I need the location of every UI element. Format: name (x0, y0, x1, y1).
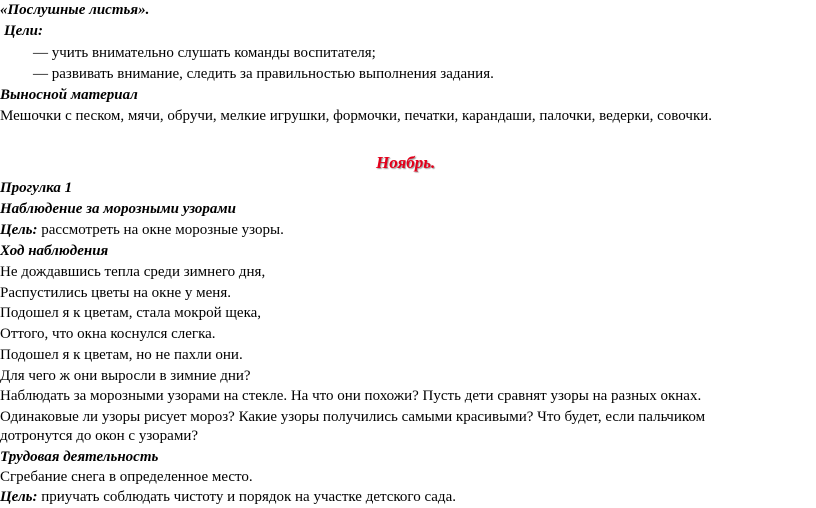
labor-text: Сгребание снега в определенное место. (0, 469, 253, 485)
material-text: Мешочки с песком, мячи, обручи, мелкие игрушки, формочки, печатки, карандаши, палочки, ведерки, совочки. (0, 108, 713, 124)
poem-line: Для чего ж они выросли в зимние дни? (0, 368, 251, 384)
goals-label: Цели: (4, 23, 43, 39)
task-text-line: Наблюдать за морозными узорами на стекле. На что они похожи? Пусть дети сравнят узоры на разных окнах. (0, 388, 702, 404)
poem-line: Подошел я к цветам, стала мокрой щека, (0, 305, 262, 321)
month-heading: Ноябрь. (376, 153, 436, 172)
poem-line: Распустились цветы на окне у меня. (0, 285, 231, 301)
goal-text: рассмотреть на окне морозные узоры. (37, 222, 284, 238)
task-text-line: Одинаковые ли узоры рисует мороз? Какие узоры получились самыми красивыми? Что будет, если пальчиком (0, 409, 706, 425)
poem-line: Оттого, что окна коснулся слегка. (0, 326, 216, 342)
goal-item-2: — развивать внимание, следить за правильностью выполнения задания. (33, 66, 494, 82)
process-title: Ход наблюдения (0, 243, 109, 259)
labor-goal (0, 487, 456, 507)
material-label: Выносной материал (0, 87, 138, 103)
labor-goal-label: Цель: (0, 489, 38, 505)
labor-title: Трудовая деятельность (0, 449, 159, 465)
walk-title: Прогулка 1 (0, 180, 73, 196)
task-text-line: дотронутся до окон с узорами? (0, 428, 199, 444)
goal-label: Цель: (0, 222, 38, 238)
labor-goal-text: приучать соблюдать чистоту и порядок на участке детского сада. (37, 489, 456, 505)
goal-item-1: — учить внимательно слушать команды воспитателя; (33, 45, 376, 61)
game-title: «Послушные листья». (0, 2, 150, 18)
observation-goal (0, 220, 284, 240)
observation-title: Наблюдение за морозными узорами (0, 201, 236, 217)
poem-line: Подошел я к цветам, но не пахли они. (0, 347, 243, 363)
poem-line: Не дождавшись тепла среди зимнего дня, (0, 264, 266, 280)
